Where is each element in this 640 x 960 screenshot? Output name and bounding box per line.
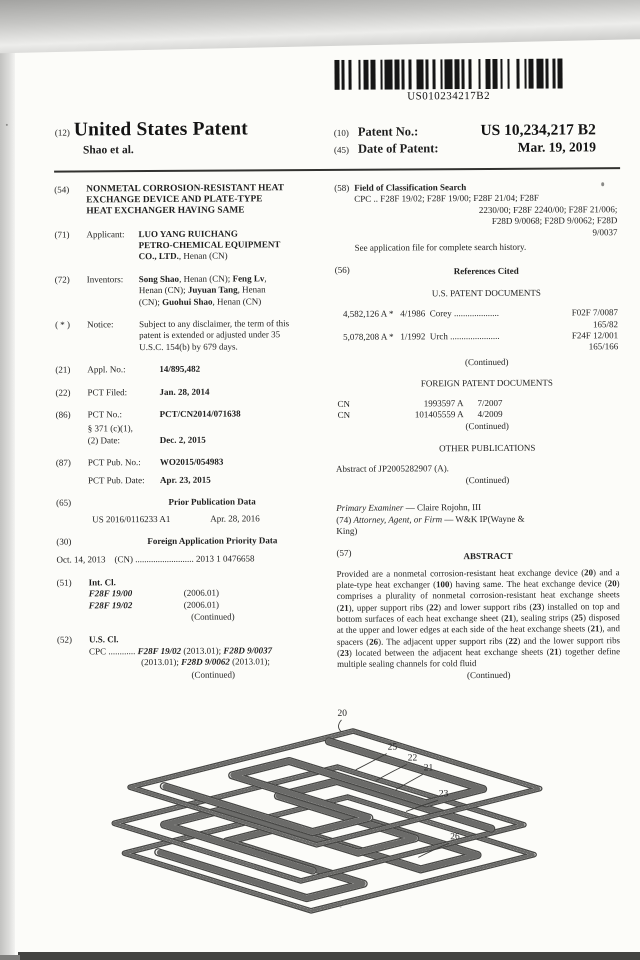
text-line bbox=[87, 250, 335, 263]
field-value: (CN); Guohui Shao, Henan (CN) bbox=[138, 295, 262, 307]
text-line: U.S. Cl. bbox=[88, 634, 119, 645]
text-line: 165/82 bbox=[593, 318, 619, 329]
field-value: Henan (CN); Juyuan Tang, Henan bbox=[138, 284, 266, 296]
inid-10: (10) bbox=[333, 127, 349, 138]
figure-leader-line bbox=[376, 764, 407, 780]
inid-code: (51) bbox=[56, 577, 72, 588]
inid-code: (56) bbox=[334, 265, 350, 276]
barcode-bar bbox=[433, 59, 436, 89]
field-label: Notice: bbox=[87, 319, 114, 330]
field-value: LUO YANG RUICHANG bbox=[138, 228, 238, 239]
inid-code: (65) bbox=[56, 497, 72, 508]
barcode-bar bbox=[342, 60, 345, 90]
section-* bbox=[55, 318, 335, 354]
field-label bbox=[87, 285, 139, 297]
text-line: NONMETAL CORROSION-RESISTANT HEAT bbox=[86, 183, 285, 195]
ref-citation: 4,582,126 A * 4/1986 Corey .................... bbox=[342, 308, 500, 320]
field-label: § 371 (c)(1), bbox=[87, 423, 133, 434]
header-right bbox=[334, 122, 596, 158]
section-54 bbox=[54, 183, 334, 218]
barcode-bar bbox=[409, 59, 412, 89]
text-line: 9/0037 bbox=[592, 226, 618, 237]
field-label bbox=[87, 297, 139, 309]
barcode-bar bbox=[558, 59, 563, 89]
header-divider bbox=[54, 167, 620, 172]
barcode-bar bbox=[507, 59, 510, 89]
barcode-bar bbox=[370, 60, 375, 90]
field-value: CO., LTD., Henan (CN) bbox=[138, 250, 228, 262]
section-unnumbered bbox=[336, 496, 619, 537]
col-cell: 7/2007 bbox=[477, 397, 503, 408]
col-cell: CN bbox=[337, 409, 351, 420]
text-line: King) bbox=[336, 525, 358, 536]
patent-figure-exploded-heat-exchanger bbox=[101, 698, 580, 929]
col-cell: 101405559 A bbox=[414, 409, 464, 420]
section-56 bbox=[335, 264, 619, 487]
field-value: Subject to any disclaimer, the term of this bbox=[139, 318, 290, 330]
field-value: Apr. 23, 2015 bbox=[159, 474, 211, 485]
text-line bbox=[88, 408, 336, 421]
inid-code: (22) bbox=[55, 387, 71, 398]
field-label bbox=[87, 331, 139, 343]
barcode-text: US010234217B2 bbox=[407, 89, 491, 103]
inventors-short: Shao et al. bbox=[82, 144, 134, 157]
col-cell: F28F 19/02 bbox=[88, 599, 133, 610]
inid-code: (52) bbox=[56, 634, 73, 645]
patent-date-row bbox=[334, 139, 596, 158]
text-line bbox=[89, 598, 337, 611]
barcode-bar bbox=[462, 59, 465, 89]
inid-code: (30) bbox=[56, 536, 72, 547]
barcode-bar bbox=[363, 60, 368, 90]
section-72 bbox=[55, 273, 335, 309]
field-value: patent is extended or adjusted under 35 bbox=[139, 329, 281, 341]
inid-12: (12) bbox=[54, 127, 70, 138]
inid-code: (54) bbox=[54, 184, 70, 195]
left-column bbox=[54, 183, 337, 693]
barcode-bar bbox=[469, 59, 472, 89]
figure-ref-label: 23 bbox=[438, 789, 449, 800]
inid-code: (58) bbox=[334, 182, 350, 193]
text-line: See application file for complete search history. bbox=[354, 241, 527, 253]
text-line: ABSTRACT bbox=[463, 551, 513, 562]
ref-class: F24F 12/001 bbox=[571, 330, 619, 341]
barcode-bar bbox=[493, 59, 498, 89]
col-cell: (2006.01) bbox=[183, 587, 219, 598]
scan-speck bbox=[340, 906, 342, 908]
section-71 bbox=[54, 228, 334, 264]
barcode-bar bbox=[385, 60, 392, 90]
barcode-bar bbox=[454, 59, 459, 89]
scan-speck bbox=[601, 182, 604, 186]
text-line: F28D 9/0068; F28D 9/0062; F28D bbox=[491, 215, 618, 227]
figure-ref-label: 22 bbox=[407, 753, 418, 764]
figure-ref-label: 21 bbox=[423, 763, 434, 774]
field-label: Appl. No.: bbox=[87, 364, 126, 375]
barcode-bar bbox=[440, 59, 443, 89]
text-line: OTHER PUBLICATIONS bbox=[439, 442, 536, 454]
text-line bbox=[87, 363, 335, 376]
scanner-bottom-edge bbox=[18, 952, 640, 960]
barcode-bar bbox=[358, 60, 361, 90]
barcode-bar bbox=[517, 59, 520, 89]
figure-ref-label: 25 bbox=[387, 742, 398, 753]
col-cell: Apr. 28, 2016 bbox=[210, 512, 260, 524]
col-cell: US 2016/0116233 A1 bbox=[92, 513, 171, 524]
text-line: U.S. PATENT DOCUMENTS bbox=[431, 287, 541, 299]
text-line: References Cited bbox=[453, 266, 519, 277]
section-65 bbox=[56, 496, 336, 526]
inid-code: (87) bbox=[55, 457, 71, 468]
text-line: Int. Cl. bbox=[88, 576, 116, 588]
patent-number-label: Patent No.: bbox=[357, 124, 419, 139]
field-label bbox=[87, 342, 139, 354]
field-label: PCT No.: bbox=[87, 409, 122, 420]
col-cell: 1993597 A bbox=[423, 397, 464, 409]
patent-number-row bbox=[334, 122, 596, 141]
barcode-bar bbox=[546, 59, 549, 89]
text-line bbox=[88, 434, 336, 447]
section-86 bbox=[56, 408, 336, 447]
barcode-bar bbox=[402, 59, 405, 89]
barcode-bar bbox=[478, 59, 481, 89]
col-cell: CN bbox=[337, 398, 351, 409]
text-line: (Continued) bbox=[466, 670, 511, 681]
text-line: 2230/00; F28F 2240/00; F28F 21/006; bbox=[478, 203, 618, 215]
text-line: (Continued) bbox=[465, 420, 509, 431]
figure-leader-line bbox=[338, 720, 341, 732]
field-value: Song Shao, Henan (CN); Feng Lv, bbox=[138, 273, 267, 284]
ref-class: F02F 7/0087 bbox=[571, 307, 619, 318]
section-87 bbox=[56, 456, 336, 487]
text-line: Oct. 14, 2013 (CN) .......................... 2013 1 0476658 bbox=[56, 553, 255, 565]
text-line: Primary Examiner — Claire Rojohn, III bbox=[336, 502, 482, 514]
barcode-bar bbox=[500, 59, 503, 89]
barcode-bar bbox=[536, 59, 543, 89]
field-label: Applicant: bbox=[86, 228, 125, 240]
text-line: (Continued) bbox=[465, 474, 510, 485]
field-label bbox=[87, 252, 139, 264]
text-line bbox=[87, 341, 335, 354]
section-58 bbox=[334, 181, 617, 254]
ref-citation: 5,078,208 A * 1/1992 Urch ...................... bbox=[343, 330, 500, 342]
text-line: CPC ............ F28F 19/02 (2013.01); F28D 9/0037 bbox=[89, 645, 273, 657]
text-line bbox=[88, 456, 336, 469]
inid-45: (45) bbox=[333, 144, 350, 155]
page-title: United States Patent bbox=[73, 118, 248, 141]
inid-code: (72) bbox=[54, 274, 70, 285]
col-cell: F28F 19/00 bbox=[88, 588, 133, 599]
text-line: (Continued) bbox=[191, 669, 235, 680]
text-line: (Continued) bbox=[465, 356, 509, 367]
inid-code: (71) bbox=[54, 229, 70, 240]
text-line bbox=[87, 386, 335, 399]
section-30 bbox=[56, 535, 336, 567]
field-label: PCT Pub. No.: bbox=[87, 457, 141, 468]
text-line bbox=[88, 474, 336, 487]
text-line: 165/166 bbox=[588, 341, 619, 352]
figure-ref-label: 20 bbox=[337, 708, 347, 719]
text-line: (2013.01); F28D 9/0062 (2013.01); bbox=[141, 656, 270, 668]
barcode-bar bbox=[524, 59, 527, 89]
text-line: Provided are a nonmetal corrosion-resistant heat exchange device (20) and a plate-type heat exchanger (100) having same. The heat exchange device (20) comprises a plurality of nonmetal corrosion-resistant heat exchange sheets (21), upper support ribs (22) and lower support ribs (23) installed on top and bottom surfaces of each heat exchange sheet (21), sealing strips (25) disposed at the upper and lower edges at each side of the heat exchange sheets (21), and spacers (26). The adjacent upper support ribs (22) and the lower support ribs (23) located between the adjacent heat exchange sheets (21) together define multiple sealing channels for cold fluid bbox=[336, 566, 623, 670]
barcode-bars bbox=[314, 58, 582, 90]
text-line bbox=[88, 512, 336, 525]
field-label bbox=[87, 240, 139, 252]
text-line bbox=[335, 307, 618, 320]
text-line bbox=[336, 408, 619, 421]
scan-speck bbox=[6, 124, 8, 126]
text-line bbox=[335, 330, 618, 343]
section-21 bbox=[55, 363, 335, 376]
field-value: U.S.C. 154(b) by 679 days. bbox=[139, 341, 238, 352]
field-value: Jan. 28, 2014 bbox=[159, 386, 210, 397]
text-line: FOREIGN PATENT DOCUMENTS bbox=[420, 377, 553, 389]
barcode-bar bbox=[416, 59, 423, 89]
col-cell: (2006.01) bbox=[183, 599, 220, 610]
text-line: HEAT EXCHANGER HAVING SAME bbox=[86, 205, 245, 217]
inid-code: (21) bbox=[55, 364, 71, 375]
patent-date-value: Mar. 19, 2019 bbox=[517, 139, 597, 155]
barcode-bar bbox=[394, 60, 399, 90]
inid-code: (57) bbox=[336, 548, 352, 559]
barcode bbox=[313, 58, 583, 103]
text-line: Field of Classification Search bbox=[354, 182, 467, 193]
field-value: Dec. 2, 2015 bbox=[159, 434, 206, 445]
text-line: (Continued) bbox=[191, 611, 235, 622]
inid-code: ( * ) bbox=[55, 319, 71, 330]
patent-number-value: US 10,234,217 B2 bbox=[480, 121, 596, 140]
field-value: PETRO-CHEMICAL EQUIPMENT bbox=[138, 239, 281, 251]
section-22 bbox=[55, 386, 335, 399]
text-line: Abstract of JP2005282907 (A). bbox=[335, 463, 449, 475]
text-line: (74) Attorney, Agent, or Firm — W&K IP(Wayne & bbox=[336, 513, 525, 525]
text-line: EXCHANGE DEVICE AND PLATE-TYPE bbox=[86, 194, 263, 206]
barcode-bar bbox=[334, 60, 339, 90]
field-value: WO2015/054983 bbox=[159, 456, 224, 468]
header-left bbox=[55, 118, 248, 156]
patent-date-label: Date of Patent: bbox=[357, 141, 439, 156]
field-label: Inventors: bbox=[86, 274, 124, 285]
barcode-bar bbox=[553, 59, 556, 89]
section-52 bbox=[57, 633, 337, 681]
barcode-bar bbox=[349, 60, 352, 90]
text-line: Prior Publication Data bbox=[168, 496, 256, 508]
field-label: (2) Date: bbox=[87, 435, 121, 446]
figure-ref-label: 26 bbox=[450, 832, 460, 843]
inid-code: (86) bbox=[55, 409, 71, 420]
section-57 bbox=[336, 547, 623, 683]
barcode-bar bbox=[445, 59, 452, 89]
field-label: PCT Pub. Date: bbox=[87, 474, 145, 486]
right-column bbox=[334, 181, 623, 694]
text-line: Foreign Application Priority Data bbox=[147, 535, 278, 546]
field-value: PCT/CN2014/071638 bbox=[159, 408, 241, 420]
text-line bbox=[87, 296, 335, 309]
scanner-bottom-edge-left bbox=[0, 955, 20, 960]
barcode-bar bbox=[486, 59, 491, 89]
field-label: PCT Filed: bbox=[87, 386, 128, 398]
barcode-bar bbox=[426, 59, 429, 89]
section-51 bbox=[57, 576, 337, 624]
barcode-bar bbox=[380, 60, 383, 90]
field-value: 14/895,482 bbox=[159, 363, 201, 375]
text-line: CPC .. F28F 19/02; F28F 19/00; F28F 21/04; F28F bbox=[354, 193, 539, 205]
col-cell: 4/2009 bbox=[477, 408, 503, 420]
barcode-bar bbox=[529, 59, 534, 89]
